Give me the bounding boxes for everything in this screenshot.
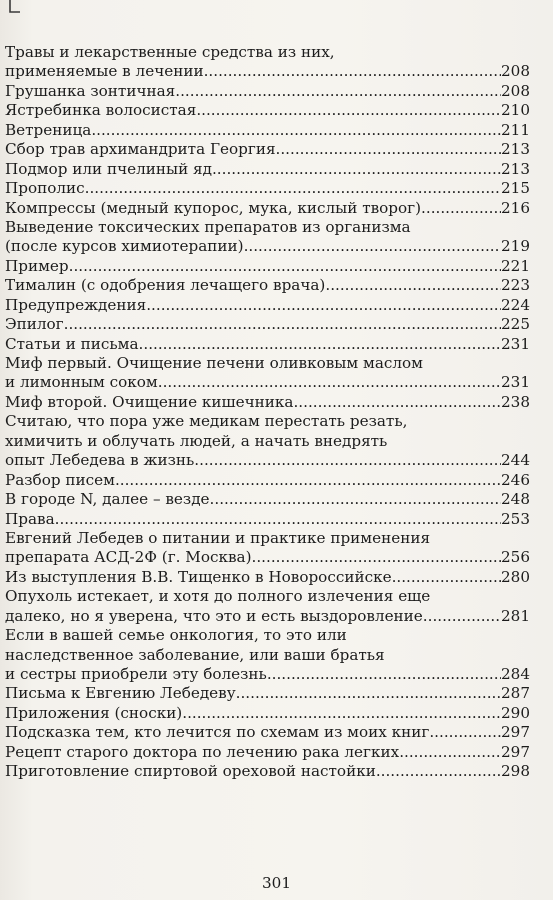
toc-entry	[5, 723, 530, 742]
toc-entry	[5, 335, 530, 354]
toc-entry-line	[5, 490, 530, 509]
dot-leader	[421, 199, 501, 218]
toc-entry	[5, 101, 530, 120]
dot-leader	[194, 451, 501, 470]
toc-entry	[5, 510, 530, 529]
toc-entry-page: 297	[501, 742, 530, 761]
toc-entry-title: Письма к Евгению Лебедеву	[5, 684, 236, 703]
toc-entry-page: 244	[501, 451, 530, 470]
dot-leader	[392, 568, 501, 587]
toc-entry	[5, 704, 530, 723]
dot-leader	[91, 121, 501, 140]
toc-entry-title: Разбор писем	[5, 470, 115, 489]
toc-entry-line	[5, 276, 530, 295]
table-of-contents	[5, 43, 530, 782]
toc-entry-page: 211	[501, 120, 530, 139]
toc-entry-line	[5, 373, 530, 392]
dot-leader	[252, 548, 501, 567]
toc-entry-title: Статьи и письма	[5, 334, 139, 353]
toc-entry	[5, 179, 530, 198]
toc-entry-line	[5, 607, 530, 626]
toc-entry	[5, 393, 530, 412]
dot-leader	[175, 82, 501, 101]
toc-entry-title: Прополис	[5, 179, 85, 198]
toc-entry	[5, 43, 530, 82]
toc-entry-title: опыт Лебедева в жизнь	[5, 451, 195, 470]
toc-entry-title: Грушанка зонтичная	[5, 81, 176, 100]
toc-entry-page: 210	[501, 101, 530, 120]
toc-entry	[5, 257, 530, 276]
corner-bracket-icon-shape	[8, 0, 22, 16]
toc-entry	[5, 121, 530, 140]
toc-entry-title: Из выступления В.В. Тищенко в Новороссийске	[5, 567, 392, 586]
toc-entry	[5, 199, 530, 218]
toc-entry-title: (после курсов химиотерапии)	[5, 237, 244, 256]
page-number: 301	[262, 874, 291, 892]
toc-entry	[5, 140, 530, 159]
toc-entry	[5, 529, 530, 568]
dot-leader	[69, 257, 501, 276]
toc-entry-title: далеко, но я уверена, что это и есть выздоровление	[5, 606, 423, 625]
toc-entry-page: 287	[501, 684, 530, 703]
toc-entry	[5, 743, 530, 762]
dot-leader	[139, 335, 501, 354]
dot-leader	[204, 62, 501, 81]
toc-entry-title: Приготовление спиртовой ореховой настойки	[5, 762, 376, 781]
toc-entry-title: и лимонным соком	[5, 373, 158, 392]
toc-entry-line	[5, 296, 530, 315]
toc-entry-line	[5, 646, 530, 665]
toc-entry-title: Ветреница	[5, 120, 92, 139]
toc-entry-line	[5, 432, 530, 451]
toc-entry-title: Тималин (с одобрения лечащего врача)	[5, 276, 326, 295]
corner-bracket-icon	[8, 0, 24, 18]
toc-entry-page: 256	[501, 548, 530, 567]
toc-entry-title: Подмор или пчелиный яд	[5, 159, 212, 178]
toc-entry-title: Рецепт старого доктора по лечению рака легких	[5, 742, 400, 761]
toc-entry-line	[5, 218, 530, 237]
toc-entry-title: Приложения (сноски)	[5, 703, 183, 722]
dot-leader	[399, 743, 501, 762]
toc-entry-page: 231	[501, 373, 530, 392]
toc-entry-page: 246	[501, 470, 530, 489]
toc-entry	[5, 276, 530, 295]
toc-entry	[5, 315, 530, 334]
toc-entry	[5, 471, 530, 490]
toc-entry-title: Миф второй. Очищение кишечника	[5, 392, 294, 411]
toc-entry-line	[5, 684, 530, 703]
dot-leader	[85, 179, 501, 198]
toc-entry-title: Предупреждения	[5, 295, 147, 314]
toc-entry-line	[5, 82, 530, 101]
toc-entry-line	[5, 510, 530, 529]
dot-leader	[210, 490, 501, 509]
toc-entry-line	[5, 665, 530, 684]
toc-entry	[5, 626, 530, 684]
toc-entry-title: и сестры приобрели эту болезнь	[5, 665, 267, 683]
dot-leader	[236, 684, 501, 703]
toc-entry-line	[5, 257, 530, 276]
toc-entry-title: Компрессы (медный купорос, мука, кислый творог)	[5, 198, 422, 217]
toc-entry-title: Выведение токсических препаратов из организма	[5, 217, 411, 236]
toc-entry	[5, 160, 530, 179]
toc-entry	[5, 412, 530, 470]
dot-leader	[182, 704, 501, 723]
dot-leader	[146, 296, 501, 315]
dot-leader	[429, 723, 501, 742]
toc-entry-line	[5, 704, 530, 723]
toc-entry-page: 248	[501, 490, 530, 509]
toc-entry	[5, 218, 530, 257]
toc-entry-page: 280	[501, 567, 530, 586]
toc-entry-line	[5, 43, 530, 62]
toc-entry-page: 290	[501, 703, 530, 722]
toc-entry-page: 208	[501, 81, 530, 100]
toc-entry-line	[5, 140, 530, 159]
toc-entry-line	[5, 412, 530, 431]
toc-entry-line	[5, 199, 530, 218]
toc-entry-title: Травы и лекарственные средства из них,	[5, 43, 335, 61]
toc-entry-page: 213	[501, 140, 530, 159]
toc-entry-title: Ястребинка волосистая	[5, 101, 197, 120]
dot-leader	[376, 762, 501, 781]
toc-entry	[5, 82, 530, 101]
toc-entry-page: 284	[501, 665, 530, 683]
toc-entry-line	[5, 335, 530, 354]
toc-entry-line	[5, 762, 530, 781]
toc-entry-line	[5, 626, 530, 645]
toc-entry-title: Сбор трав архимандрита Георгия	[5, 140, 276, 159]
toc-entry-page: 298	[501, 762, 530, 781]
toc-entry-line	[5, 62, 530, 81]
toc-entry-page: 281	[501, 606, 530, 625]
toc-entry-line	[5, 529, 530, 548]
dot-leader	[196, 101, 501, 120]
dot-leader	[325, 276, 501, 295]
toc-entry-line	[5, 179, 530, 198]
toc-entry-page: 225	[501, 315, 530, 334]
toc-entry-line	[5, 237, 530, 256]
toc-entry-title: Миф первый. Очищение печени оливковым маслом	[5, 354, 423, 372]
dot-leader	[276, 140, 501, 159]
toc-entry-page: 221	[501, 256, 530, 275]
toc-entry-title: Эпилог	[5, 315, 64, 334]
toc-entry-page: 297	[501, 723, 530, 742]
toc-entry-line	[5, 101, 530, 120]
toc-entry-title: Права	[5, 509, 55, 528]
toc-entry-page: 223	[501, 276, 530, 295]
toc-entry	[5, 354, 530, 393]
dot-leader	[115, 471, 501, 490]
toc-entry-title: Опухоль истекает, и хотя до полного излечения еще	[5, 587, 431, 606]
toc-entry-page: 208	[501, 62, 530, 81]
toc-entry	[5, 568, 530, 587]
dot-leader	[64, 315, 501, 334]
toc-entry-line	[5, 315, 530, 334]
toc-entry-page: 213	[501, 159, 530, 178]
toc-entry-title: Пример	[5, 256, 69, 275]
toc-entry-title: Считаю, что пора уже медикам перестать резать,	[5, 412, 408, 431]
dot-leader	[212, 160, 501, 179]
toc-entry	[5, 296, 530, 315]
dot-leader	[158, 373, 501, 392]
toc-entry-title: Евгений Лебедев о питании и практике применения	[5, 528, 431, 547]
toc-entry-page: 224	[501, 295, 530, 314]
dot-leader	[423, 607, 501, 626]
toc-entry-page: 215	[501, 179, 530, 198]
toc-entry	[5, 587, 530, 626]
toc-entry-title: химичить и облучать людей, а начать внедрять	[5, 431, 388, 450]
toc-entry-page: 253	[501, 509, 530, 528]
toc-entry-line	[5, 121, 530, 140]
toc-entry-line	[5, 548, 530, 567]
dot-leader	[293, 393, 501, 412]
toc-entry-title: Подсказка тем, кто лечится по схемам из моих книг	[5, 723, 430, 742]
toc-entry-line	[5, 471, 530, 490]
toc-entry-line	[5, 587, 530, 606]
toc-entry-line	[5, 451, 530, 470]
toc-entry-page: 219	[501, 237, 530, 256]
toc-entry-line	[5, 743, 530, 762]
dot-leader	[267, 665, 501, 684]
toc-entry-title: В городе N, далее – везде	[5, 490, 210, 509]
toc-entry	[5, 490, 530, 509]
toc-entry-page: 231	[501, 334, 530, 353]
toc-entry	[5, 762, 530, 781]
toc-entry	[5, 684, 530, 703]
toc-entry-title: применяемые в лечении	[5, 62, 204, 81]
toc-entry-line	[5, 160, 530, 179]
toc-entry-title: препарата АСД-2Ф (г. Москва)	[5, 548, 252, 567]
toc-entry-title: наследственное заболевание, или ваши братья	[5, 645, 385, 664]
dot-leader	[244, 237, 501, 256]
toc-entry-title: Если в вашей семье онкология, то это или	[5, 626, 347, 645]
toc-entry-page: 216	[501, 198, 530, 217]
toc-entry-line	[5, 354, 530, 373]
toc-entry-line	[5, 568, 530, 587]
dot-leader	[55, 510, 501, 529]
toc-entry-line	[5, 723, 530, 742]
toc-entry-page: 238	[501, 392, 530, 411]
toc-entry-line	[5, 393, 530, 412]
